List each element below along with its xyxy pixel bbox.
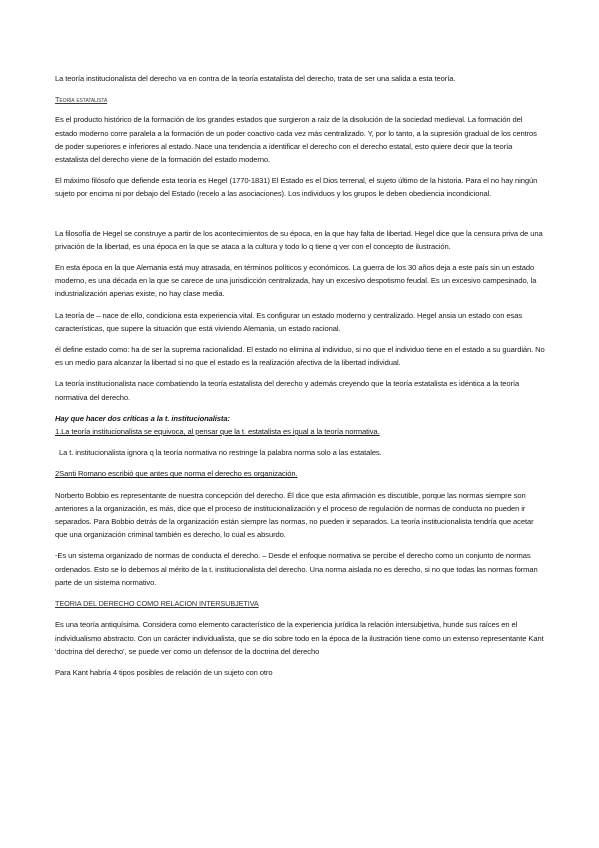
paragraph-tipos-relacion: Para Kant habría 4 tipos posibles de relación de un sujeto con otro (55, 667, 273, 677)
paragraph-kant: Es una teoría antiquísima. Considera como elemento característico de la experiencia jurídica la relación intersubjetiva, hunde sus raíces en el individualismo abstracto. Con un carácter individualista, que se dio sobre todo en la época de la ilustración tiene como un extenso representante Kant 'doctrina del derecho', se puede ver como un defensor de la doctrina del derecho (55, 620, 544, 656)
paragraph-estado-racional: La teoría de – nace de ello, condiciona esta experiencia vital. Es configurar un estado moderno y centralizado. Hegel ansia un estado con esas características, que supere la situación que está viviendo Alemania, un estado racional. (55, 310, 523, 333)
heading-relacion-intersubjetiva: TEORIA DEL DERECHO COMO RELACION INTERSUBJETIVA (55, 599, 259, 609)
paragraph-alemania: En esta época en la que Alemania está muy atrasada, en términos políticos y económicos. La guerra de los 30 años deja a este país sin un estado moderno, es una década en la que se carece de una jurisdicción centralizada, hay un excesivo despotismo feudal. Es un excesivo campesinado, la industrialización apenas existe, no hay clase media. (55, 263, 537, 299)
paragraph-filosofia-hegel: La filosofía de Hegel se construye a partir de los acontecimientos de su época, en la que hay falta de libertad. Hegel dice que la censura priva de una privación de la libertad, es una época en la que se ataca a la cultura y todo lo q tiene q ver con el concepto de ilustración. (55, 228, 543, 251)
document-page (55, 72, 545, 679)
heading-teoria-estatalista: Teoría estatalista (55, 95, 108, 105)
criticas-heading: Hay que hacer dos críticas a la t. institucionalista: (55, 413, 230, 423)
paragraph-estado-moderno: Es el producto histórico de la formación de los grandes estados que surgieron a raíz de la disolución de la sociedad medieval. La formación del estado moderno corre paralela a la formación de un poder coactivo cada vez más centralizado. Y, por lo tanto, a la supresión gradual de los centros de poder superiores e inferiores al estado. Nace una tendencia a identificar el derecho con el derecho estatal, esto quiere decir que la teoría estatalista del derecho viene de la formación del estado moderno. (55, 115, 537, 165)
intro-paragraph: La teoría institucionalista del derecho va en contra de la teoría estatalista del derecho, trata de ser una salida a esta teoría. (55, 74, 456, 83)
critica-1-detail: La t. institucionalista ignora q la teoría normativa no restringe la palabra norma solo a las estatales. (59, 448, 382, 458)
paragraph-bobbio: Norberto Bobbio es representante de nuestra concepción del derecho. Él dice que esta afirmación es discutible, porque las normas siempre son anteriores a la organización, es más, dice que el proceso de institucionalización y el proceso de regulación de normas de conducta no pueden ir separados. Para Bobbio detrás de la organización están siempre las normas, no pueden ir separados. La teoría institucionalista tendría que acetar que una organización criminal también es derecho, lo cual es absurdo. (55, 490, 534, 540)
paragraph-definicion-estado: él define estado como: ha de ser la suprema racionalidad. El estado no elimina al individuo, si no que el individuo tiene en el estado a su guardián. No es un medio para alcanzar la libertad si no que el estado es la realización afectiva de la libertad individual. (55, 345, 545, 368)
critica-1: 1.La teoría institucionalista se equivoca, al pensar que la t. estatalista es igual a la teoría normativa. (55, 427, 380, 437)
paragraph-hegel: El máximo filósofo que defiende esta teoría es Hegel (1770-1831) El Estado es el Dios terrenal, el sujeto último de la historia. Para el no hay ningún sujeto por encima ni por debajo del Estado (recelo a las asociaciones). Los individuos y los grupos le deben obediencia incondicional. (55, 176, 538, 199)
paragraph-teoria-institucionalista: La teoría institucionalista nace combatiendo la teoría estatalista del derecho y además creyendo que la teoría estatalista es idéntica a la teoría normativa del derecho. (55, 379, 520, 402)
paragraph-sistema-normas: -Es un sistema organizado de normas de conducta el derecho. – Desde el enfoque normativa se percibe el derecho como un conjunto de normas ordenados. Esto se lo debemos al mérito de la t. institucionalista del derecho. Una norma aislada no es derecho, si no que todas las normas forman parte de un sistema normativo. (55, 551, 538, 587)
critica-2: 2Santi Romano escribió que antes que norma el derecho es organización. (55, 469, 298, 479)
